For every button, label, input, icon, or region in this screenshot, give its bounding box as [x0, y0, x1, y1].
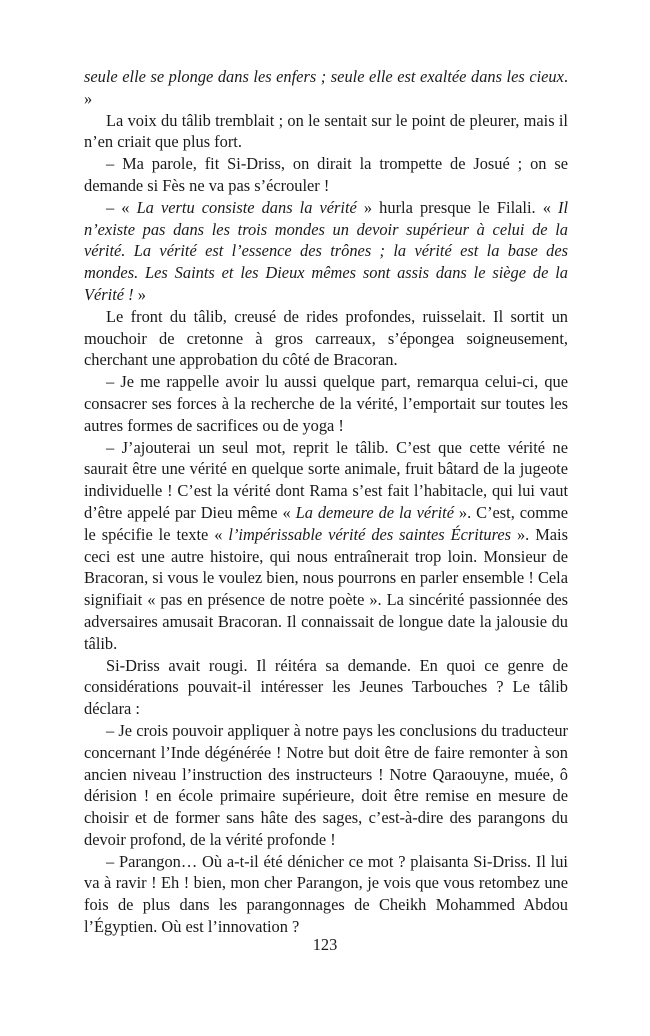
paragraph-7-run-3: ». C’est, comme le spécifie le texte « — [84, 502, 569, 544]
paragraph-4-run-5: » — [133, 284, 146, 304]
paragraph-10 — [84, 851, 568, 938]
paragraph-6-run-1: – Je me rappelle avoir lu aussi quelque part, remarqua celui-ci, que consacrer ses forces à la recherche de la vérité, l’emportait sur toutes les autres formes de sacrifices ou de yoga ! — [84, 372, 568, 435]
paragraph-8-run-1: Si-Driss avait rougi. Il réitéra sa demande. En quoi ce genre de considérations pouvait-il intéresser les Jeunes Tarbouches ? Le tâlib déclara : — [84, 655, 568, 719]
paragraph-1-run-2: . » — [84, 67, 568, 108]
paragraph-1 — [84, 66, 568, 110]
paragraph-4-run-3: » hurla presque le Filali. « — [356, 197, 558, 217]
paragraph-4 — [84, 197, 568, 306]
paragraph-4-run-4: Il n’existe pas dans les trois mondes un devoir supérieur à celui de la vérité. La vérité est l’essence des trônes ; la vérité est la base des mondes. Les Saints et les Dieux mêmes sont assis dans le siège de la Vérité ! — [84, 197, 568, 304]
paragraph-7-run-2: La demeure de la vérité — [295, 502, 454, 522]
paragraph-3-run-1: – Ma parole, fit Si-Driss, on dirait la trompette de Josué ; on se demande si Fès ne va pas s’écrouler ! — [84, 154, 568, 195]
paragraph-4-run-2: La vertu consiste dans la vérité — [136, 197, 357, 217]
paragraph-6 — [84, 371, 568, 436]
paragraph-2-run-1: La voix du tâlib tremblait ; on le sentait sur le point de pleurer, mais il n’en criait que plus fort. — [84, 110, 568, 152]
paragraph-2 — [84, 110, 568, 154]
page-number: 123 — [312, 935, 338, 954]
paragraph-5-run-1: Le front du tâlib, creusé de rides profondes, ruisselait. Il sortit un mouchoir de cretonne à gros carreaux, s’épongea soigneusement, cherchant une approbation du côté de Bracoran. — [84, 306, 568, 370]
paragraph-3 — [84, 153, 568, 197]
paragraph-9 — [84, 720, 568, 851]
paragraph-4-run-1: – « — [106, 197, 137, 217]
paragraph-7-run-5: ». Mais ceci est une autre histoire, qui nous entraînerait trop loin. Monsieur de Bracoran, si vous le voulez bien, nous pourrons en parler ensemble ! Cela signifiait « pas en présence de notre poète ». La sincérité passionnée des adversaires amusait Bracoran. Il connaissait de longue date la jalousie du tâlib. — [84, 524, 568, 653]
paragraph-7-run-1: – J’ajouterai un seul mot, reprit le tâlib. C’est que cette vérité ne saurait être une vérité en quelque sorte animale, fruit bâtard de la jugeote individuelle ! C’est la vérité dont Rama s’est fait l’habitacle, qui lui vaut d’être appelé par Dieu même « — [84, 437, 568, 522]
paragraph-8 — [84, 655, 568, 720]
paragraph-1-run-1: seule elle se plonge dans les enfers ; seule elle est exaltée dans les cieux — [84, 67, 564, 86]
paragraph-9-run-1: – Je crois pouvoir appliquer à notre pays les conclusions du traducteur concernant l’Inde dégénérée ! Notre but doit être de faire remonter à son ancien niveau l’instruction des instructeurs ! Notre Qaraouyne, muée, ô dérision ! en école primaire supérieure, doit être remise en mesure de choisir et de former sans hâte des sages, c’est-à-dire des parangons du devoir profond, de la vérité profonde ! — [84, 720, 568, 849]
paragraph-7 — [84, 437, 568, 655]
paragraph-10-run-1: – Parangon… Où a-t-il été dénicher ce mot ? plaisanta Si-Driss. Il lui va à ravir ! Eh ! bien, mon cher Parangon, je vois que vous retombez une fois de plus dans les parangonnages de Cheikh Mohammed Abdou l’Égyptien. Où est l’innovation ? — [84, 851, 568, 937]
paragraph-5 — [84, 306, 568, 371]
paragraph-7-run-4: l’impérissable vérité des saintes Écritures — [228, 524, 512, 544]
page-body — [84, 66, 568, 938]
